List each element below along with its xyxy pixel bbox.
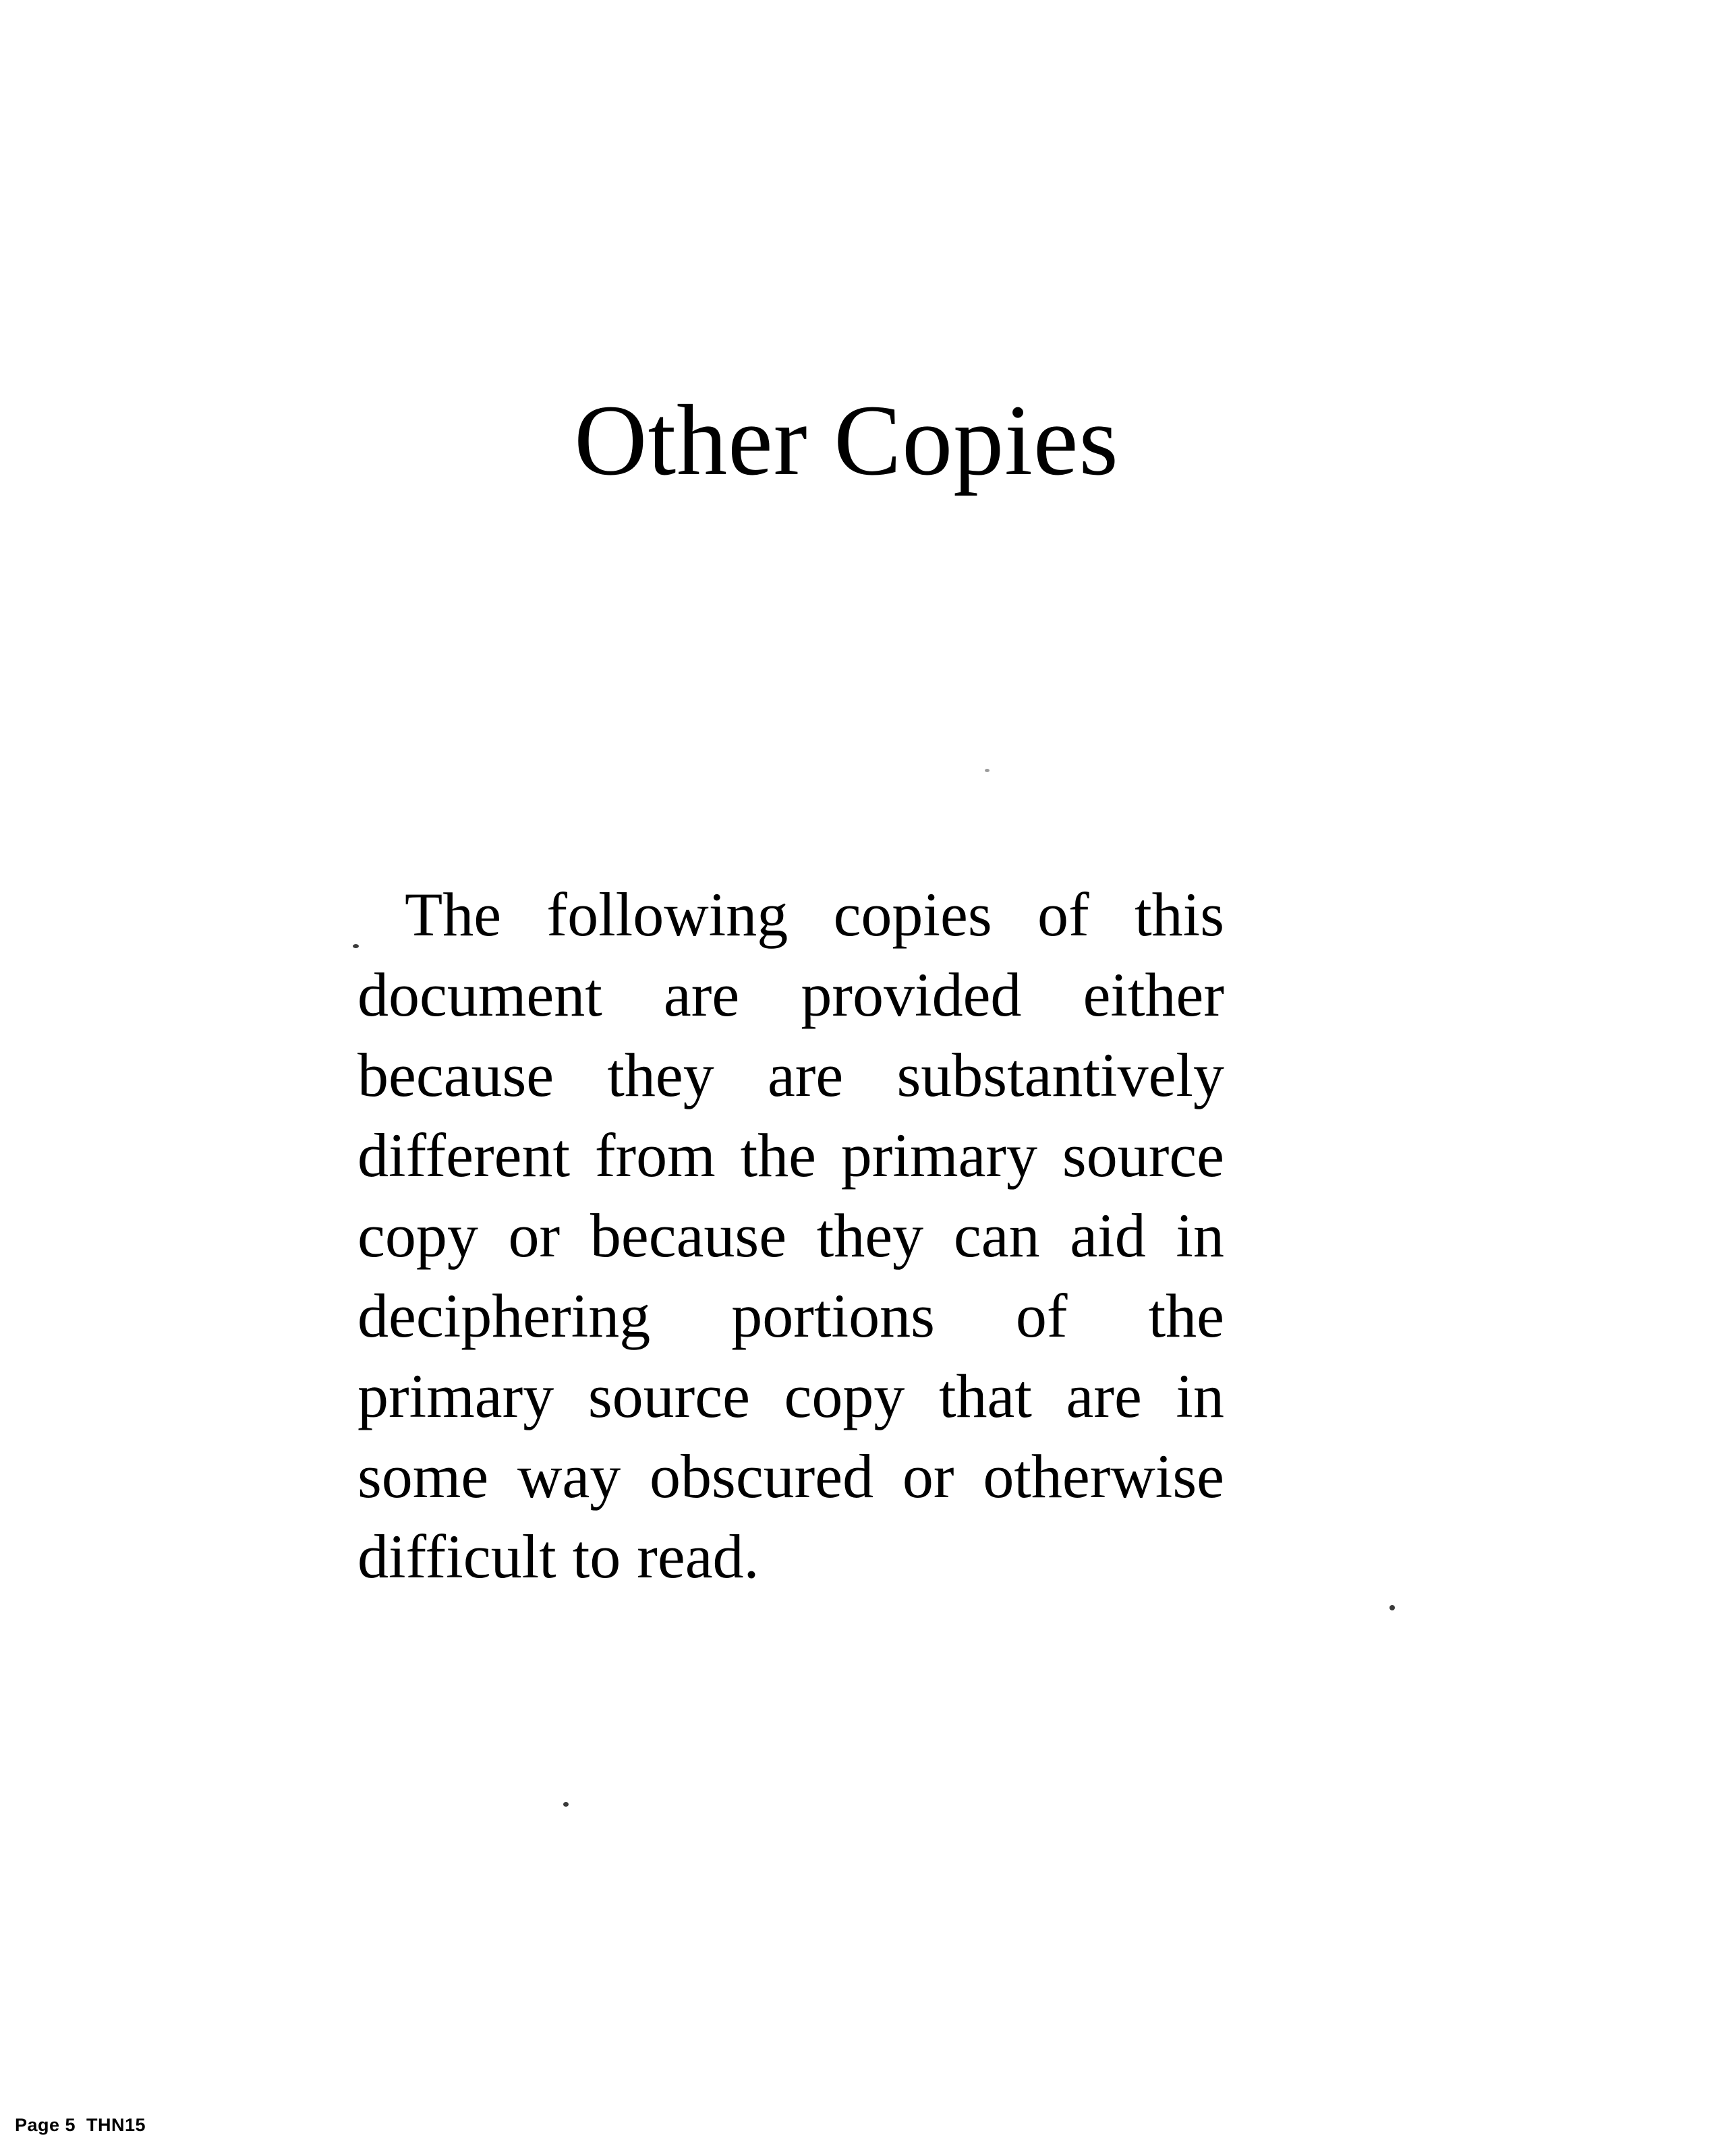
scan-speck — [563, 1802, 569, 1807]
scan-speck — [985, 769, 990, 772]
body-paragraph: The following copies of this document are provided either because they are substantively different from the primary source copy or because they can aid in deciphering portions of the primary source copy that are in some way obscured or otherwise difficult to read. — [357, 880, 1224, 1591]
scan-speck — [353, 944, 359, 948]
scan-speck — [1389, 1605, 1395, 1610]
page-title: Other Copies — [574, 384, 1119, 496]
page-footer: Page 5 THN15 — [15, 2115, 146, 2135]
